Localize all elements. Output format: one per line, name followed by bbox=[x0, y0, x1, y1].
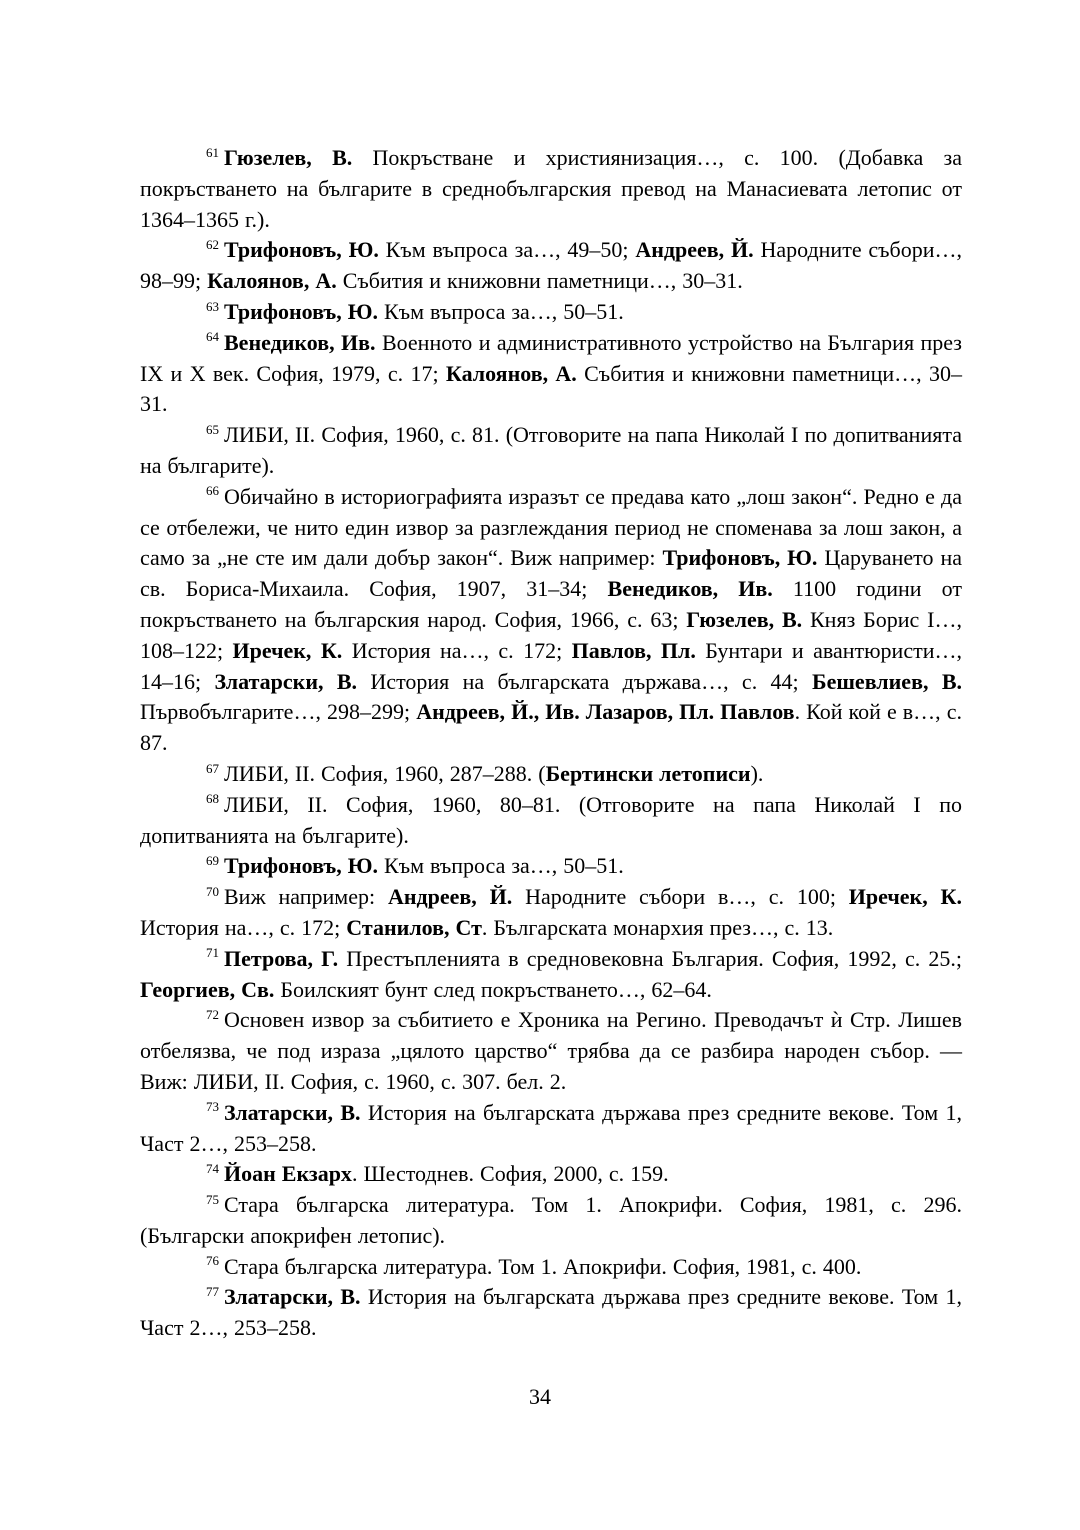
footnote-74 bbox=[140, 1159, 962, 1190]
footnote-69 bbox=[140, 851, 962, 882]
footnote-text: . Българската монархия през…, с. 13. bbox=[481, 914, 834, 940]
footnote-number: 70 bbox=[206, 883, 219, 899]
footnote-text: Стара българска литература. Том 1. Апокрифи. София, 1981, с. 400. bbox=[224, 1253, 862, 1279]
author-name: Андреев, Й. bbox=[387, 884, 513, 910]
footnote-text: Събития и книжовни паметници…, 30–31. bbox=[140, 360, 962, 417]
footnote-number: 63 bbox=[206, 298, 219, 314]
footnote-70 bbox=[140, 882, 962, 944]
footnote-text: 1100 години от покръстването на българския народ. София, 1966, с. 63; bbox=[140, 576, 962, 632]
footnote-number: 76 bbox=[206, 1253, 219, 1269]
author-name: Петрова, Г. bbox=[224, 945, 339, 971]
footnote-text: Покръстване и християнизация…, с. 100. (Добавка за покръстването на българите в среднобългарския превод на Манасиевата летопис от 1364–1365 г.). bbox=[140, 145, 962, 232]
footnote-number: 66 bbox=[206, 483, 219, 499]
footnote-77 bbox=[140, 1282, 962, 1344]
footnote-text: Обичайно в историографията изразът се предава като „лош закон“. Редно е да се отбележи, че нито един извор за разглеждания период не споменава за лош закон, а само за „не сте им дали добър закон“. Виж например: bbox=[140, 483, 962, 571]
author-name: Калоянов, А. bbox=[207, 268, 337, 294]
author-name: Иречек, К. bbox=[848, 884, 963, 910]
author-name: Калоянов, А. bbox=[445, 360, 577, 386]
footnote-text: ЛИБИ, II. София, 1960, 80–81. (Отговорите на папа Николай I по допитванията на българите). bbox=[140, 791, 962, 848]
footnote-text: Военното и административното устройство на България през IX и X век. София, 1979, с. 17; bbox=[140, 329, 962, 386]
footnote-73 bbox=[140, 1098, 962, 1160]
footnote-text: ЛИБИ, II. София, 1960, 287–288. ( bbox=[224, 760, 546, 786]
author-name: Гюзелев, В. bbox=[686, 606, 803, 632]
footnote-number: 61 bbox=[206, 144, 219, 160]
footnote-text: История на…, с. 172; bbox=[140, 914, 347, 940]
footnote-number: 62 bbox=[206, 237, 219, 253]
footnote-number: 65 bbox=[206, 421, 219, 437]
footnote-text: . Шестоднев. София, 2000, с. 159. bbox=[351, 1161, 669, 1187]
footnotes-section bbox=[140, 143, 962, 1344]
footnote-number: 72 bbox=[206, 1006, 219, 1022]
footnote-text: Към въпроса за…, 50–51. bbox=[378, 853, 624, 879]
footnote-text: Виж например: bbox=[224, 884, 388, 910]
footnote-text: Бунтари и авантюристи…, 14–16; bbox=[140, 637, 962, 694]
footnote-72 bbox=[140, 1005, 962, 1097]
footnote-number: 73 bbox=[206, 1099, 219, 1115]
footnote-66 bbox=[140, 482, 962, 759]
footnote-text: История на българската държава през средните векове. Том 1, Част 2…, 253–258. bbox=[140, 1099, 962, 1156]
footnote-number: 75 bbox=[206, 1191, 219, 1207]
footnote-75 bbox=[140, 1190, 962, 1252]
footnote-number: 64 bbox=[206, 329, 219, 345]
author-name: Трифоновъ, Ю. bbox=[224, 237, 379, 263]
footnote-number: 67 bbox=[206, 760, 219, 776]
footnote-65 bbox=[140, 420, 962, 482]
author-name: Йоан Екзарх bbox=[224, 1161, 352, 1187]
author-name: Георгиев, Св. bbox=[140, 976, 275, 1002]
footnote-number: 71 bbox=[206, 945, 219, 961]
author-name: Иречек, К. bbox=[232, 637, 343, 663]
footnote-62 bbox=[140, 235, 962, 297]
footnote-text: Народните събори…, 98–99; bbox=[140, 237, 963, 294]
footnote-text: История на…, с. 172; bbox=[342, 637, 572, 663]
footnote-number: 69 bbox=[206, 853, 219, 868]
footnote-text: Княз Борис I…, 108–122; bbox=[140, 606, 962, 663]
author-name: Трифоновъ, Ю. bbox=[662, 545, 818, 571]
footnote-64 bbox=[140, 328, 962, 420]
footnote-text: ЛИБИ, II. София, 1960, с. 81. (Отговорите на папа Николай I по допитванията на българите). bbox=[140, 422, 962, 478]
author-name: Станилов, Ст bbox=[346, 914, 482, 940]
footnote-number: 77 bbox=[206, 1284, 219, 1300]
author-name: Павлов, Пл. bbox=[571, 637, 696, 663]
author-name: Андреев, Й., Ив. Лазаров, Пл. Павлов bbox=[416, 699, 795, 725]
author-name: Златарски, В. bbox=[224, 1099, 361, 1125]
author-name: Венедиков, Ив. bbox=[224, 329, 376, 355]
footnote-61 bbox=[140, 143, 962, 235]
footnote-text: История на българската държава през средните векове. Том 1, Част 2…, 253–258. bbox=[140, 1284, 962, 1341]
footnote-text: Към въпроса за…, 50–51. bbox=[378, 298, 624, 324]
footnote-76 bbox=[140, 1252, 962, 1283]
footnote-text: Народните събори в…, с. 100; bbox=[512, 884, 849, 910]
author-name: Андреев, Й. bbox=[635, 237, 754, 263]
author-name: Бешевлиев, В. bbox=[812, 668, 962, 694]
footnote-number: 74 bbox=[206, 1160, 219, 1176]
footnote-text: Стара българска литература. Том 1. Апокрифи. София, 1981, с. 296. (Български апокрифен летопис). bbox=[140, 1192, 962, 1248]
author-name: Венедиков, Ив. bbox=[607, 576, 773, 602]
footnote-text: Боилският бунт след покръстването…, 62–64. bbox=[274, 976, 712, 1002]
footnote-text: Престъпленията в средновековна България. София, 1992, с. 25.; bbox=[338, 945, 962, 971]
footnote-text: ). bbox=[750, 760, 764, 786]
footnote-number: 68 bbox=[206, 791, 219, 807]
footnote-text: . Кой кой е в…, с. 87. bbox=[140, 699, 962, 756]
footnote-text: Събития и книжовни паметници…, 30–31. bbox=[336, 268, 743, 294]
footnote-text: Царуването на св. Бориса-Михаила. София, 1907, 31–34; bbox=[140, 545, 962, 602]
author-name: Златарски, В. bbox=[224, 1284, 361, 1310]
footnote-text: Основен извор за събитието е Хроника на Регино. Преводачът ѝ Стр. Лишев отбелязва, че под израза „цялото царство“ трябва да се разбира народен събор. — Виж: ЛИБИ, II. София, с. 1960, с. 307. бел. 2. bbox=[140, 1007, 962, 1094]
author-name: Златарски, В. bbox=[214, 668, 358, 694]
footnote-63 bbox=[140, 297, 962, 328]
footnote-67 bbox=[140, 759, 962, 790]
footnote-68 bbox=[140, 790, 962, 852]
author-name: Гюзелев, В. bbox=[224, 145, 353, 170]
footnote-text: Към въпроса за…, 49–50; bbox=[378, 237, 636, 263]
footnote-71 bbox=[140, 944, 962, 1006]
footnote-text: Първобългарите…, 298–299; bbox=[140, 699, 417, 725]
author-name: Бертински летописи bbox=[545, 760, 751, 786]
author-name: Трифоновъ, Ю. bbox=[224, 853, 379, 879]
footnote-text: История на българската държава…, с. 44; bbox=[357, 668, 813, 694]
author-name: Трифоновъ, Ю. bbox=[224, 298, 379, 324]
page-number: 34 bbox=[529, 1384, 551, 1409]
